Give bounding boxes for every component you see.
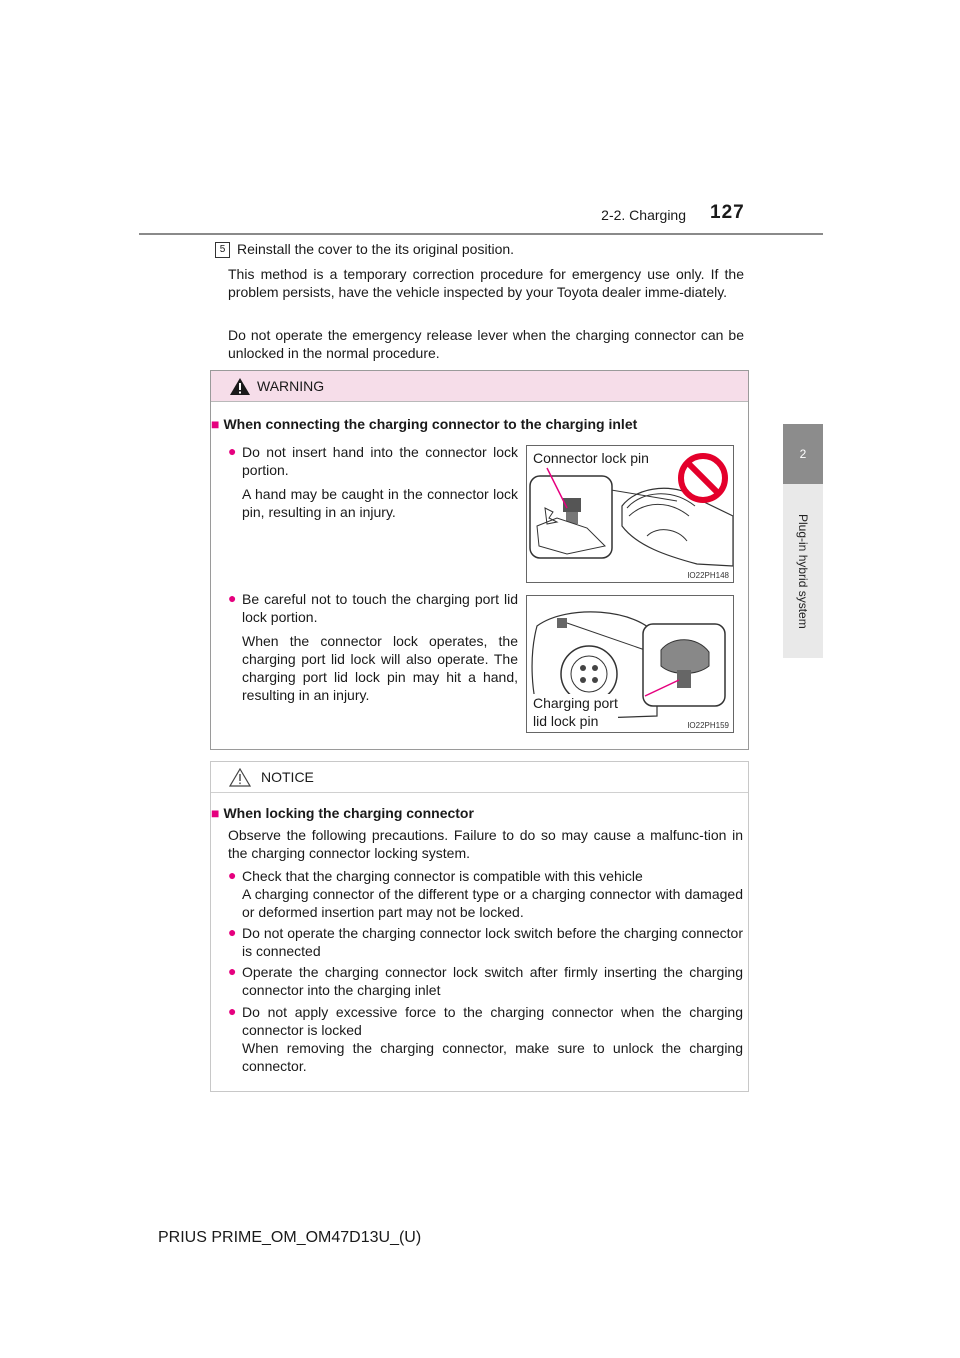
step-text: Reinstall the cover to the its original position. xyxy=(237,241,515,257)
warning-heading xyxy=(211,416,637,432)
warning-heading-text: When connecting the charging connector to the charging inlet xyxy=(223,416,638,432)
notice-item-1-line-1: Check that the charging connector is compatible with this vehicle xyxy=(242,868,643,884)
port-lid-lock-callout-line-1: Charging port xyxy=(533,695,618,711)
warning-item-2-title: Be careful not to touch the charging port lid lock portion. xyxy=(242,591,518,625)
chapter-tab-number: 2 xyxy=(783,424,823,484)
notice-item-2-line-1: Do not operate the charging connector lock switch before the charging connector is connected xyxy=(242,925,743,959)
notice-intro: Observe the following precautions. Failure to do so may cause a malfunc-tion in the charging connector locking system. xyxy=(228,827,743,861)
figure-1-code: IO22PH148 xyxy=(687,571,729,580)
notice-item-4 xyxy=(228,1003,743,1075)
notice-triangle-icon xyxy=(229,768,251,787)
prohibition-icon xyxy=(677,452,729,504)
round-bullet-icon: ● xyxy=(228,590,237,606)
notice-item-2 xyxy=(228,924,743,960)
round-bullet-icon: ● xyxy=(228,924,237,940)
step-number-box: 5 xyxy=(215,242,230,258)
warning-item-1-body: A hand may be caught in the connector lock pin, resulting in an injury. xyxy=(242,486,518,520)
warning-item-1 xyxy=(228,443,518,521)
section-title: 2-2. Charging xyxy=(601,207,686,223)
notice-item-1-line-2: A charging connector of the different type or a charging connector with damaged or deformed insertion part may not be locked. xyxy=(242,886,743,920)
step-note-2: Do not operate the emergency release lever when the charging connector can be unlocked in the normal procedure. xyxy=(228,327,744,361)
warning-label: WARNING xyxy=(257,378,325,394)
notice-header xyxy=(211,762,748,793)
square-bullet-icon: ■ xyxy=(211,416,220,432)
square-bullet-icon: ■ xyxy=(211,805,220,821)
warning-item-2-body: When the connector lock operates, the charging port lid lock will also operate. The charging port lid lock pin may hit a hand, resulting in an injury. xyxy=(242,633,518,703)
notice-label: NOTICE xyxy=(261,769,314,785)
port-lid-lock-callout-line-2: lid lock pin xyxy=(533,713,599,729)
connector-lock-callout: Connector lock pin xyxy=(533,450,649,466)
header-rule xyxy=(139,233,823,235)
notice-panel xyxy=(210,761,749,1092)
warning-panel xyxy=(210,370,749,750)
figure-2-code: IO22PH159 xyxy=(687,721,729,730)
warning-item-2 xyxy=(228,590,518,704)
notice-item-3-line-1: Operate the charging connector lock switch after firmly inserting the charging connector into the charging inlet xyxy=(242,964,743,998)
port-lid-lock-figure xyxy=(526,595,734,733)
chapter-tab-title: Plug-in hybrid system xyxy=(796,513,810,629)
warning-triangle-icon xyxy=(229,377,251,396)
notice-item-1 xyxy=(228,867,743,921)
notice-item-4-line-2: When removing the charging connector, make sure to unlock the charging connector. xyxy=(242,1040,743,1074)
round-bullet-icon: ● xyxy=(228,443,237,459)
notice-item-4-line-1: Do not apply excessive force to the charging connector when the charging connector is locked xyxy=(242,1004,743,1038)
step-note-1: This method is a temporary correction procedure for emergency use only. If the problem persists, have the vehicle inspected by your Toyota dealer imme-diately. xyxy=(228,266,744,300)
round-bullet-icon: ● xyxy=(228,1003,237,1019)
connector-lock-figure xyxy=(526,445,734,583)
notice-heading-text: When locking the charging connector xyxy=(223,805,474,821)
round-bullet-icon: ● xyxy=(228,867,237,883)
port-lid-lock-callout xyxy=(533,694,618,730)
warning-item-1-title: Do not insert hand into the connector lock portion. xyxy=(242,444,518,478)
document-id: PRIUS PRIME_OM_OM47D13U_(U) xyxy=(158,1229,422,1246)
round-bullet-icon: ● xyxy=(228,963,237,979)
warning-header xyxy=(211,371,748,402)
page-number: 127 xyxy=(710,202,745,223)
notice-heading xyxy=(211,805,474,821)
notice-item-3 xyxy=(228,963,743,999)
